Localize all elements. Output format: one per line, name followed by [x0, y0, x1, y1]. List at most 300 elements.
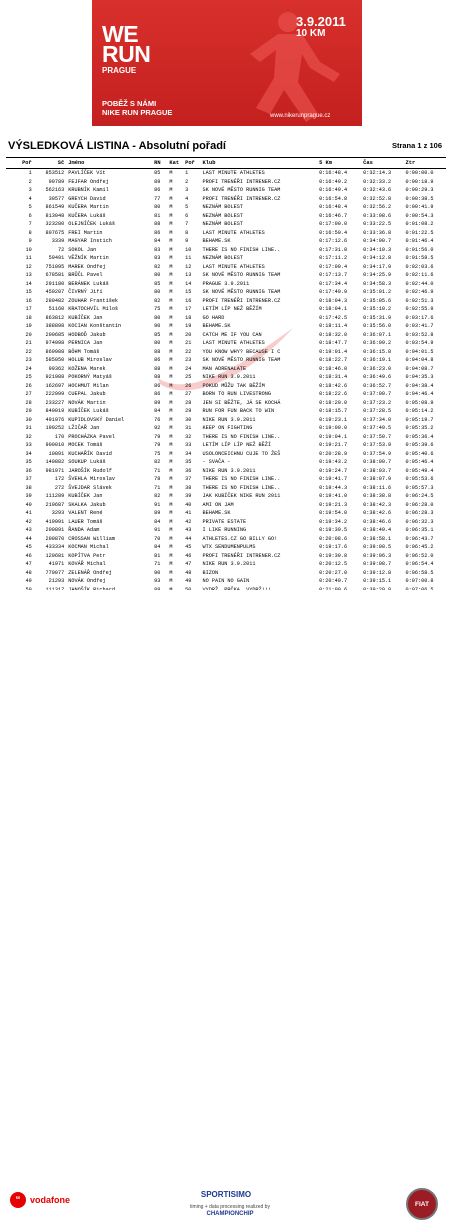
- cell-club: PROFI TRENÉŘI INTRENER.CZ: [202, 552, 281, 559]
- cell-name: FREI Martin: [68, 229, 103, 236]
- cell-position: 16: [25, 297, 32, 304]
- cell-category-position: 29: [185, 408, 192, 415]
- table-row: [6, 407, 446, 416]
- cell-number: 90789: [48, 178, 65, 185]
- cell-year: 86: [154, 382, 161, 389]
- vodafone-label: vodafone: [30, 1195, 71, 1205]
- cell-number: 863812: [45, 314, 65, 321]
- cell-club: CATCH ME IF YOU CAN: [202, 331, 262, 338]
- cell-club: LETÍM LÍP NEŽ BĚŽÍM: [202, 306, 262, 313]
- cell-loss: 0:04:04.8: [405, 357, 434, 364]
- cell-category: M: [169, 348, 173, 355]
- cell-club: POKUD MŮŽU TAK BĚŽÍM: [202, 382, 265, 389]
- cell-category: M: [169, 433, 173, 440]
- cell-split: 0:18:15.7: [319, 408, 348, 415]
- cell-name: KRUBNÍK Kamil: [68, 187, 109, 194]
- cell-club: SK NOVÉ MĚSTO RUNNIG TEAM: [202, 289, 281, 296]
- cell-number: 233227: [45, 399, 65, 406]
- cell-year: 80: [154, 314, 161, 321]
- table-row: [6, 212, 446, 221]
- cell-split: 0:19:44.3: [319, 484, 348, 491]
- cell-category: M: [169, 391, 173, 398]
- table-row: [6, 450, 446, 459]
- table-row: [6, 356, 446, 365]
- cell-position: 41: [25, 510, 32, 517]
- cell-number: 120681: [45, 552, 65, 559]
- cell-category-position: 1: [185, 170, 189, 177]
- cell-year: 92: [154, 425, 161, 432]
- cell-time: 0:37:23.2: [363, 399, 392, 406]
- cell-name: PERNICA Jan: [68, 340, 103, 347]
- cell-position: 12: [25, 263, 32, 270]
- cell-year: 90: [154, 569, 161, 576]
- cell-loss: 0:05:35.2: [405, 425, 434, 432]
- cell-category-position: 7: [185, 221, 189, 228]
- cell-category: M: [169, 382, 173, 389]
- cell-time: 0:32:56.2: [363, 204, 392, 211]
- header-banner: [0, 0, 452, 128]
- cell-split: 0:19:24.7: [319, 467, 348, 474]
- cell-number: 172: [54, 476, 65, 483]
- cell-split: 0:18:46.0: [319, 365, 348, 372]
- cell-category: M: [169, 272, 173, 279]
- col-header-loss[interactable]: Ztr: [404, 158, 446, 169]
- cell-position: 21: [25, 340, 32, 347]
- table-row: [6, 382, 446, 391]
- cell-time: 0:36:15.8: [363, 348, 392, 355]
- cell-split: 0:19:21.3: [319, 501, 348, 508]
- banner-sub1: POBĚŽ S NÁMI: [102, 99, 157, 108]
- cell-split: 0:19:21.7: [319, 442, 348, 449]
- cell-category: M: [169, 195, 173, 202]
- cell-category: M: [169, 280, 173, 287]
- cell-year: 85: [154, 170, 161, 177]
- cell-split: 0:20:27.0: [319, 569, 348, 576]
- cell-club: NEZNÁM BOLEST: [202, 221, 243, 228]
- cell-name: ŘANDA Adam: [68, 527, 100, 534]
- event-date-text: 3.9.2011: [296, 14, 346, 29]
- cell-year: 84: [154, 408, 161, 415]
- cell-year: 84: [154, 544, 161, 551]
- cell-time: 0:39:00.5: [363, 544, 392, 551]
- cell-number: 433334: [45, 544, 65, 551]
- cell-position: 45: [25, 544, 32, 551]
- cell-year: 77: [154, 195, 161, 202]
- vodafone-logo: [10, 1192, 70, 1208]
- cell-club: KEEP ON FIGHTING: [202, 425, 253, 432]
- cell-loss: 0:05:57.3: [405, 484, 434, 491]
- cell-club: SK NOVÉ MĚSTO RUNNIG TEAM: [202, 272, 281, 279]
- cell-name: KOCIAN Konštantín: [68, 323, 122, 330]
- table-row: [6, 535, 446, 544]
- cell-number: 751095: [45, 263, 65, 270]
- cell-loss: 0:03:52.8: [405, 331, 434, 338]
- cell-name: MAGYAR Instich: [68, 238, 112, 245]
- cell-club: PROFI TRENÉŘI INTRENER.CZ: [202, 297, 281, 304]
- cell-loss: 0:05:49.4: [405, 467, 434, 474]
- cell-time: 0:34:58.3: [363, 280, 392, 287]
- cell-category: M: [169, 484, 173, 491]
- cell-number: 861549: [45, 204, 65, 211]
- cell-year: 82: [154, 459, 161, 466]
- table-row: [6, 314, 446, 323]
- cell-split: 0:20:08.6: [319, 535, 348, 542]
- cell-year: 81: [154, 212, 161, 219]
- col-header-number[interactable]: Sč: [34, 158, 66, 169]
- cell-category: M: [169, 501, 173, 508]
- cell-time: 0:39:12.8: [363, 569, 392, 576]
- cell-club: BEHAME.SK: [202, 323, 231, 330]
- table-row: [6, 305, 446, 314]
- cell-category-position: 21: [185, 340, 192, 347]
- cell-loss: 0:06:43.7: [405, 535, 434, 542]
- cell-position: 3: [28, 187, 32, 194]
- cell-number: 419991: [45, 518, 65, 525]
- cell-name: POKORNÝ Matyáš: [68, 374, 112, 381]
- cell-category-position: 27: [185, 391, 192, 398]
- cell-position: 7: [28, 221, 32, 228]
- cell-category: M: [169, 552, 173, 559]
- cell-category-position: 47: [185, 561, 192, 568]
- cell-split: 0:18:04.3: [319, 297, 348, 304]
- cell-category: M: [169, 340, 173, 347]
- cell-number: 291180: [45, 280, 65, 287]
- cell-name: KUČERA Martin: [68, 204, 109, 211]
- cell-category-position: 18: [185, 314, 192, 321]
- cell-category-position: 14: [185, 280, 192, 287]
- cell-position: 5: [28, 204, 32, 211]
- cell-category: M: [169, 306, 173, 313]
- cell-time: 0:39:06.3: [363, 552, 392, 559]
- cell-club: BIZON: [202, 569, 219, 576]
- cell-name: CROSSAN William: [68, 535, 115, 542]
- cell-number: 3339: [51, 238, 65, 245]
- cell-position: 49: [25, 578, 32, 585]
- cell-year: 83: [154, 255, 161, 262]
- cell-category: M: [169, 450, 173, 457]
- cell-name: KUBÍČEK Lukáš: [68, 408, 109, 415]
- table-row: [6, 254, 446, 263]
- cell-year: 86: [154, 229, 161, 236]
- cell-loss: 0:00:00.0: [405, 170, 434, 177]
- page-title: VÝSLEDKOVÁ LISTINA - Absolutní pořadí: [8, 140, 226, 152]
- cell-club: BEHAME.SK: [202, 510, 231, 517]
- cell-category-position: 11: [185, 255, 192, 262]
- cell-category: M: [169, 212, 173, 219]
- cell-year: 70: [154, 535, 161, 542]
- cell-category-position: 2: [185, 178, 189, 185]
- cell-loss: 0:03:17.6: [405, 314, 434, 321]
- cell-club: YOU KNOW WHY? BECAUSE I C: [202, 348, 281, 355]
- cell-position: 1: [28, 170, 32, 177]
- cell-category: M: [169, 476, 173, 483]
- cell-name: ŠVEJDAR Slávek: [68, 484, 112, 491]
- results-table: [6, 157, 446, 594]
- table-row: [6, 280, 446, 289]
- cell-year: 80: [154, 204, 161, 211]
- table-row: [6, 186, 446, 195]
- cell-category: M: [169, 578, 173, 585]
- cell-split: 0:17:34.4: [319, 280, 348, 287]
- cell-name: PROCHÁZKA Pavel: [68, 433, 115, 440]
- cell-position: 42: [25, 518, 32, 525]
- cell-year: 71: [154, 467, 161, 474]
- cell-club: NEZNÁM BOLEST: [202, 212, 243, 219]
- cell-time: 0:37:34.0: [363, 416, 392, 423]
- championchip-logo: CHAMPIONCHIP: [206, 1211, 254, 1217]
- cell-loss: 0:01:22.5: [405, 229, 434, 236]
- cell-number: 280482: [45, 297, 65, 304]
- cell-club: JEN SI BĚŽTE, JÁ SE KOCHÁ: [202, 399, 281, 406]
- table-row: [6, 475, 446, 484]
- cell-split: 0:19:34.2: [319, 518, 348, 525]
- cell-loss: 0:04:38.4: [405, 382, 434, 389]
- cell-year: 80: [154, 289, 161, 296]
- table-row: [6, 552, 446, 561]
- col-header-split[interactable]: 5 Km: [317, 158, 361, 169]
- cell-number: 585050: [45, 357, 65, 364]
- cell-club: THERE IS NO FINISH LINE..: [202, 484, 281, 491]
- cell-number: 51160: [48, 306, 65, 313]
- cell-split: 0:17:12.6: [319, 238, 348, 245]
- cell-number: 840019: [45, 408, 65, 415]
- col-header-name[interactable]: Jméno: [66, 158, 152, 169]
- cell-split: 0:17:11.2: [319, 255, 348, 262]
- cell-club: MAN ADRENALATE: [202, 365, 247, 372]
- table-row: [6, 169, 446, 178]
- cell-category-position: 48: [185, 569, 192, 576]
- cell-year: 76: [154, 416, 161, 423]
- cell-loss: 0:03:41.7: [405, 323, 434, 330]
- cell-number: 99362: [48, 365, 65, 372]
- table-row: [6, 203, 446, 212]
- cell-split: 0:18:22.7: [319, 357, 348, 364]
- cell-loss: 0:06:45.2: [405, 544, 434, 551]
- table-row: [6, 331, 446, 340]
- cell-club: BORN TO RUN LIVESTRONG: [202, 391, 272, 398]
- cell-name: LAUER Tomáš: [68, 518, 103, 525]
- cell-category-position: 38: [185, 484, 192, 491]
- cell-number: 140882: [45, 459, 65, 466]
- col-header-year[interactable]: RN: [152, 158, 167, 169]
- cell-category-position: 15: [185, 289, 192, 296]
- cell-name: KOPÍTVA Petr: [68, 552, 106, 559]
- cell-time: 0:36:52.7: [363, 382, 392, 389]
- cell-year: 86: [154, 391, 161, 398]
- cell-name: MOCEK Tomáš: [68, 442, 103, 449]
- cell-split: 0:19:30.5: [319, 527, 348, 534]
- cell-category: M: [169, 408, 173, 415]
- cell-time: 0:35:01.2: [363, 289, 392, 296]
- cell-category-position: 31: [185, 425, 192, 432]
- cell-time: 0:33:08.6: [363, 212, 392, 219]
- col-header-category[interactable]: Kat: [167, 158, 183, 169]
- cell-position: 48: [25, 569, 32, 576]
- cell-name: NOVÁK Ondřej: [68, 578, 106, 585]
- cell-category-position: 32: [185, 433, 192, 440]
- cell-category: M: [169, 510, 173, 517]
- cell-year: 82: [154, 263, 161, 270]
- table-row: [6, 518, 446, 527]
- cell-split: 0:18:32.0: [319, 331, 348, 338]
- cell-category-position: 24: [185, 365, 192, 372]
- table-row: [6, 492, 446, 501]
- cell-time: 0:34:10.3: [363, 246, 392, 253]
- table-row: [6, 246, 446, 255]
- col-header-club[interactable]: Klub: [201, 158, 318, 169]
- cell-name: CUEPAL Jakub: [68, 391, 106, 398]
- cell-year: 80: [154, 340, 161, 347]
- col-header-position[interactable]: Poř: [6, 158, 34, 169]
- cell-time: 0:39:08.7: [363, 561, 392, 568]
- cell-name: KRATOCHVÍL Miloš: [68, 306, 119, 313]
- cell-time: 0:34:17.9: [363, 263, 392, 270]
- cell-category: M: [169, 204, 173, 211]
- cell-year: 86: [154, 187, 161, 194]
- cell-name: ČIVRNÝ Jiří: [68, 289, 103, 296]
- cell-number: 678581: [45, 272, 65, 279]
- cell-club: THERE IS NO FINISH LINE..: [202, 433, 281, 440]
- table-row: [6, 178, 446, 187]
- cell-category-position: 44: [185, 535, 192, 542]
- cell-time: 0:32:52.8: [363, 195, 392, 202]
- cell-year: 83: [154, 246, 161, 253]
- cell-number: 562163: [45, 187, 65, 194]
- cell-number: 199252: [45, 425, 65, 432]
- cell-name: VALENT René: [68, 510, 103, 517]
- table-row: [6, 467, 446, 476]
- table-row: [6, 390, 446, 399]
- banner-url[interactable]: www.nikerunprague.cz: [270, 113, 331, 119]
- table-row: [6, 416, 446, 425]
- cell-name: KUBÍČEK Jan: [68, 493, 103, 500]
- cell-split: 0:18:22.6: [319, 391, 348, 398]
- table-row: [6, 509, 446, 518]
- cell-name: HOCHMUT Milan: [68, 382, 109, 389]
- cell-loss: 0:05:08.9: [405, 399, 434, 406]
- cell-year: 93: [154, 578, 161, 585]
- cell-category: M: [169, 246, 173, 253]
- cell-category-position: 43: [185, 527, 192, 534]
- cell-loss: 0:06:35.1: [405, 527, 434, 534]
- cell-club: AMI ON JAM: [202, 501, 234, 508]
- cell-club: BEHAME.SK: [202, 238, 231, 245]
- table-row: [6, 229, 446, 238]
- table-row: [6, 237, 446, 246]
- cell-time: 0:38:38.8: [363, 493, 392, 500]
- cell-loss: 0:05:19.7: [405, 416, 434, 423]
- cell-category: M: [169, 331, 173, 338]
- cell-time: 0:37:53.9: [363, 442, 392, 449]
- cell-year: 85: [154, 280, 161, 287]
- cell-category-position: 36: [185, 467, 192, 474]
- cell-category: M: [169, 178, 173, 185]
- cell-loss: 0:07:00.8: [405, 578, 434, 585]
- cell-year: 89: [154, 399, 161, 406]
- cell-split: 0:16:49.2: [319, 178, 348, 185]
- cell-category-position: 22: [185, 348, 192, 355]
- cell-category-position: 9: [185, 238, 189, 245]
- cell-name: ZELENÁŘ Ondřej: [68, 569, 112, 576]
- cell-loss: 0:05:46.4: [405, 459, 434, 466]
- table-row: [6, 263, 446, 272]
- cell-loss: 0:05:36.4: [405, 433, 434, 440]
- cell-year: 71: [154, 561, 161, 568]
- table-row: [6, 577, 446, 586]
- cell-position: 35: [25, 459, 32, 466]
- cell-club: PROFI TRENÉŘI INTRENER.CZ: [202, 178, 281, 185]
- cell-time: 0:37:50.7: [363, 433, 392, 440]
- cell-time: 0:35:56.0: [363, 323, 392, 330]
- cell-time: 0:36:23.0: [363, 365, 392, 372]
- cell-position: 20: [25, 331, 32, 338]
- cell-club: PROFI TRENÉŘI INTRENER.CZ: [202, 195, 281, 202]
- cell-number: 388898: [45, 323, 65, 330]
- sportisimo-logo: SPORTISIMO: [200, 1190, 252, 1199]
- cell-category-position: 4: [185, 195, 189, 202]
- cell-loss: 0:02:11.6: [405, 272, 434, 279]
- cell-split: 0:18:47.7: [319, 340, 348, 347]
- cell-club: JAK KUBÍČEK NIKE RUN 2011: [202, 493, 281, 500]
- cell-number: 170: [54, 433, 65, 440]
- cell-loss: 0:01:08.2: [405, 221, 434, 228]
- cell-time: 0:37:54.9: [363, 450, 392, 457]
- cell-position: 33: [25, 442, 32, 449]
- cell-category-position: 23: [185, 357, 192, 364]
- cell-time: 0:32:14.3: [363, 170, 392, 177]
- cell-name: SOKOL Jan: [68, 246, 97, 253]
- cell-name: MAREK Ondřej: [68, 263, 106, 270]
- cell-position: 2: [28, 178, 32, 185]
- fiat-logo: FIAT: [406, 1188, 438, 1220]
- cell-year: 85: [154, 331, 161, 338]
- cell-club: NIKE RUN 3.9.2011: [202, 416, 256, 423]
- col-header-time[interactable]: Čas: [361, 158, 403, 169]
- cell-club: LETÍM LÍP LÍP NEŽ BĚŽÍ: [202, 442, 272, 449]
- cell-number: 921988: [45, 374, 65, 381]
- cell-loss: 0:06:52.0: [405, 552, 434, 559]
- cell-year: 91: [154, 501, 161, 508]
- cell-position: 6: [28, 212, 32, 219]
- table-header-row: [6, 158, 446, 169]
- cell-split: 0:19:41.0: [319, 493, 348, 500]
- cell-split: 0:16:50.4: [319, 229, 348, 236]
- cell-category: M: [169, 399, 173, 406]
- cell-time: 0:34:25.9: [363, 272, 392, 279]
- cell-club: THERE IS NO FINISH LINE..: [202, 246, 281, 253]
- cell-position: 47: [25, 561, 32, 568]
- cell-number: 21293: [48, 578, 65, 585]
- cell-position: 19: [25, 323, 32, 330]
- cell-category-position: 5: [185, 204, 189, 211]
- cell-time: 0:39:15.1: [363, 578, 392, 585]
- cell-category: M: [169, 170, 173, 177]
- cell-position: 15: [25, 289, 32, 296]
- cell-year: 89: [154, 178, 161, 185]
- cell-position: 31: [25, 425, 32, 432]
- cell-category-position: 16: [185, 297, 192, 304]
- cell-position: 37: [25, 476, 32, 483]
- cell-name: SKALKA Jakub: [68, 501, 106, 508]
- cell-year: 91: [154, 527, 161, 534]
- cell-loss: 0:06:58.5: [405, 569, 434, 576]
- col-header-category-position[interactable]: Poř: [183, 158, 200, 169]
- cell-time: 0:33:36.8: [363, 229, 392, 236]
- cell-number: 853512: [45, 170, 65, 177]
- cell-category: M: [169, 467, 173, 474]
- cell-time: 0:38:07.9: [363, 476, 392, 483]
- cell-category-position: 45: [185, 544, 192, 551]
